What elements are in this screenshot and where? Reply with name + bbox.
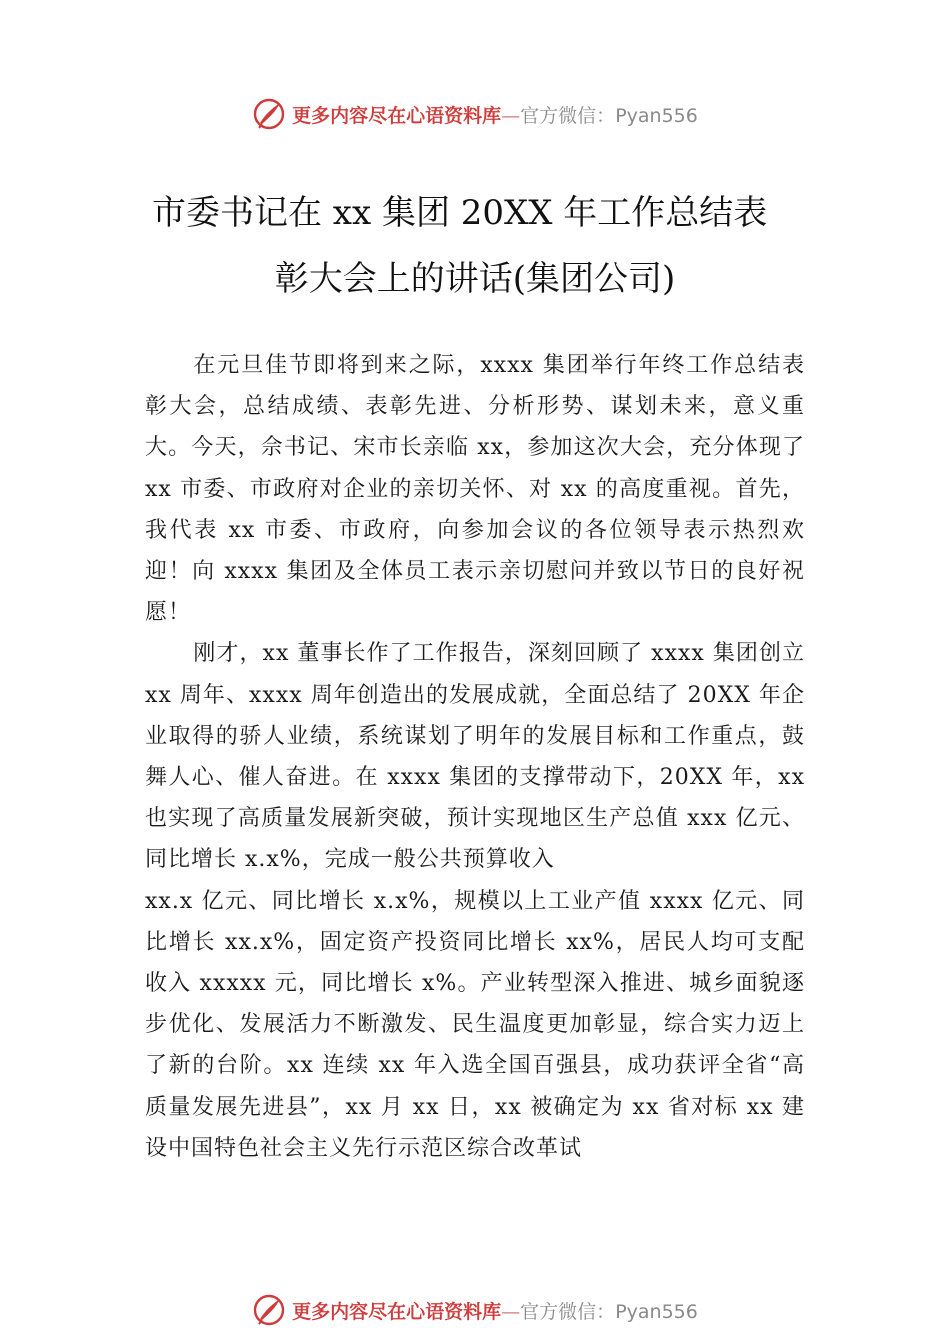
watermark-text: [292, 101, 698, 128]
watermark-label: 官方微信：: [520, 104, 616, 127]
watermark-red-text: 更多内容尽在心语资料库: [292, 1300, 502, 1323]
watermark-banner-top: [0, 94, 950, 134]
document-body: [145, 345, 805, 1169]
watermark-label: 官方微信：: [520, 1300, 616, 1323]
watermark-text: [292, 1297, 698, 1324]
paragraph: 刚才，xx 董事长作了工作报告，深刻回顾了 xxxx 集团创立 xx 周年、xxxx 周年创造出的发展成就，全面总结了 20XX 年企业取得的骄人业绩，系统谋划了明年的发展目标和工作重点，鼓舞人心、催人奋进。在 xxxx 集团的支撑带动下，20XX 年，xx 也实现了高质量发展新突破，预计实现地区生产总值 xxx 亿元、同比增长 x.x%，完成一般公共预算收入: [145, 641, 805, 873]
title-line-1: 市委书记在 xx 集团 20XX 年工作总结表: [152, 193, 768, 233]
watermark-dash: —: [501, 104, 521, 127]
document-title: [130, 180, 820, 312]
watermark-wechat-id: Pyan556: [615, 1300, 698, 1323]
watermark-banner-bottom: [0, 1290, 950, 1330]
watermark-red-text: 更多内容尽在心语资料库: [292, 104, 502, 127]
watermark-dash: —: [501, 1300, 521, 1323]
quill-logo-icon: [252, 1293, 286, 1327]
paragraph: xx.x 亿元、同比增长 x.x%，规模以上工业产值 xxxx 亿元、同比增长 xx.x%，固定资产投资同比增长 xx%，居民人均可支配收入 xxxxx 元，同比增长 x%。产业转型深入推进、城乡面貌逐步优化、发展活力不断激发、民生温度更加彰显，综合实力迈上了新的台阶。xx 连续 xx 年入选全国百强县，成功获评全省“高质量发展先进县”，xx 月 xx 日，xx 被确定为 xx 省对标 xx 建设中国特色社会主义先行示范区综合改革试: [145, 888, 805, 1161]
quill-logo-icon: [252, 97, 286, 131]
watermark-wechat-id: Pyan556: [615, 104, 698, 127]
title-line-2: 彰大会上的讲话(集团公司): [274, 259, 676, 299]
paragraph: 在元旦佳节即将到来之际，xxxx 集团举行年终工作总结表彰大会，总结成绩、表彰先进、分析形势、谋划未来，意义重大。今天，佘书记、宋市长亲临 xx，参加这次大会，充分体现了 xx 市委、市政府对企业的亲切关怀、对 xx 的高度重视。首先，我代表 xx 市委、市政府，向参加会议的各位领导表示热烈欢迎！向 xxxx 集团及全体员工表示亲切慰问并致以节日的良好祝愿！: [145, 353, 805, 626]
